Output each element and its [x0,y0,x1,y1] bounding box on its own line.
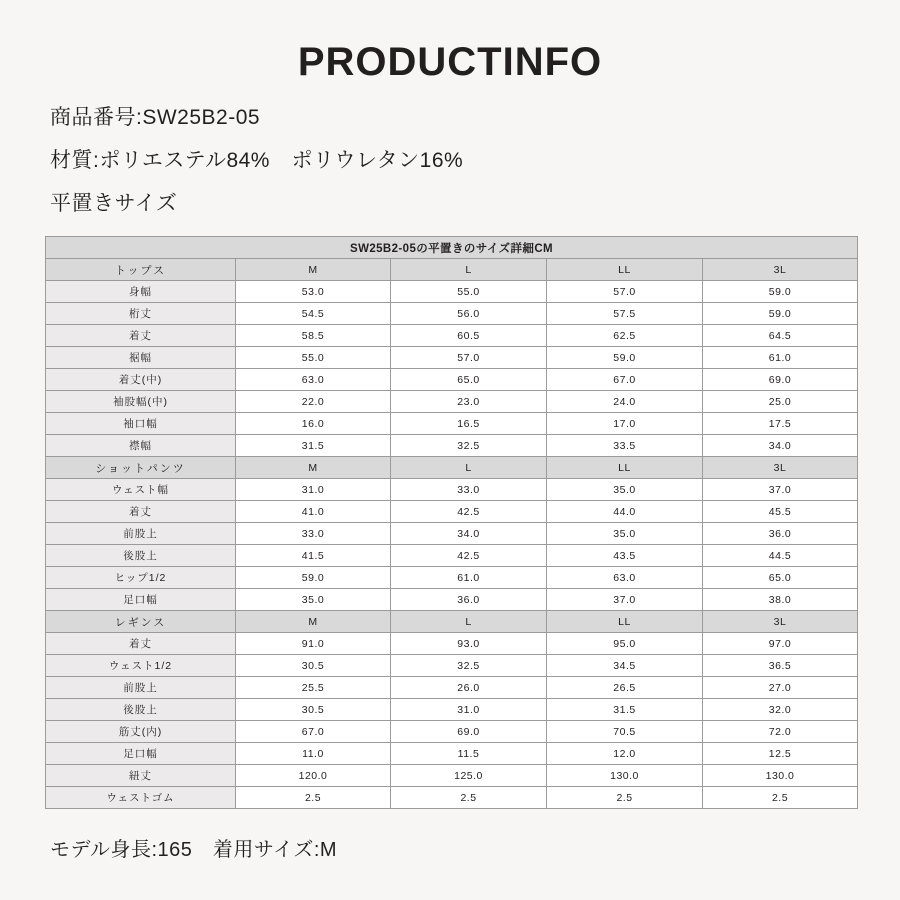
measure-label-cell: 袖股幅(中) [46,391,236,413]
table-row [46,787,858,809]
measure-label-cell: ウェスト幅 [46,479,236,501]
measure-value-cell: 59.0 [703,303,858,325]
table-row [46,765,858,787]
table-row [46,347,858,369]
measure-value-cell: 34.0 [703,435,858,457]
measure-label-cell: 足口幅 [46,743,236,765]
measure-value-cell: 25.0 [703,391,858,413]
size-header-cell: 3L [703,457,858,479]
page-title: PRODUCTINFO [297,40,603,84]
measure-value-cell: 37.0 [703,479,858,501]
measure-label-cell: 足口幅 [46,589,236,611]
table-row [46,699,858,721]
measure-value-cell: 31.5 [547,699,703,721]
flat-measure-line: 平置きサイズ [50,192,178,215]
measure-value-cell: 31.0 [391,699,547,721]
measure-label-cell: 後股上 [46,699,236,721]
measure-value-cell: 63.0 [547,567,703,589]
table-caption: SW25B2-05の平置きのサイズ詳細CM [46,237,858,259]
measure-label-cell: 前股上 [46,523,236,545]
measure-value-cell: 23.0 [391,391,547,413]
table-section-header [46,611,858,633]
measure-value-cell: 36.0 [391,589,547,611]
measure-label-cell: 着丈 [46,633,236,655]
measure-value-cell: 62.5 [547,325,703,347]
measure-label-cell: 紐丈 [46,765,236,787]
measure-value-cell: 61.0 [391,567,547,589]
measure-value-cell: 44.0 [547,501,703,523]
measure-value-cell: 31.0 [236,479,391,501]
measure-value-cell: 26.0 [391,677,547,699]
size-header-cell: LL [547,611,703,633]
measure-value-cell: 70.5 [547,721,703,743]
measure-value-cell: 24.0 [547,391,703,413]
measure-value-cell: 120.0 [236,765,391,787]
size-header-cell: L [391,259,547,281]
table-row [46,523,858,545]
measure-value-cell: 11.0 [236,743,391,765]
measure-value-cell: 53.0 [236,281,391,303]
measure-value-cell: 32.0 [703,699,858,721]
measure-value-cell: 34.5 [547,655,703,677]
measure-value-cell: 16.5 [391,413,547,435]
measure-value-cell: 65.0 [391,369,547,391]
measure-label-cell: ヒップ1/2 [46,567,236,589]
measure-value-cell: 2.5 [236,787,391,809]
table-row [46,303,858,325]
size-header-cell: M [236,259,391,281]
measure-value-cell: 41.5 [236,545,391,567]
measure-value-cell: 34.0 [391,523,547,545]
measure-value-cell: 30.5 [236,655,391,677]
measure-value-cell: 35.0 [547,523,703,545]
measure-value-cell: 69.0 [703,369,858,391]
measure-value-cell: 55.0 [236,347,391,369]
measure-value-cell: 45.5 [703,501,858,523]
measure-value-cell: 16.0 [236,413,391,435]
measure-value-cell: 33.5 [547,435,703,457]
measure-value-cell: 33.0 [236,523,391,545]
measure-value-cell: 56.0 [391,303,547,325]
measure-value-cell: 60.5 [391,325,547,347]
measure-value-cell: 55.0 [391,281,547,303]
measure-value-cell: 36.5 [703,655,858,677]
table-caption-row [46,237,858,259]
measure-value-cell: 11.5 [391,743,547,765]
table-row [46,567,858,589]
measure-value-cell: 32.5 [391,435,547,457]
measure-value-cell: 69.0 [391,721,547,743]
measure-value-cell: 32.5 [391,655,547,677]
section-title-cell: ショットパンツ [46,457,236,479]
table-row [46,413,858,435]
measure-value-cell: 67.0 [236,721,391,743]
measure-value-cell: 35.0 [547,479,703,501]
product-code-line: 商品番号:SW25B2-05 [50,106,261,129]
measure-label-cell: ウェストゴム [46,787,236,809]
measure-value-cell: 17.0 [547,413,703,435]
measure-value-cell: 30.5 [236,699,391,721]
table-section-header [46,457,858,479]
table-row [46,281,858,303]
measure-value-cell: 54.5 [236,303,391,325]
measure-value-cell: 65.0 [703,567,858,589]
measure-label-cell: 着丈 [46,325,236,347]
measure-value-cell: 59.0 [547,347,703,369]
model-note: モデル身長:165 着用サイズ:M [50,839,338,861]
size-header-cell: 3L [703,611,858,633]
measure-label-cell: 桁丈 [46,303,236,325]
measure-label-cell: 身幅 [46,281,236,303]
measure-label-cell: 着丈 [46,501,236,523]
measure-value-cell: 57.5 [547,303,703,325]
measure-value-cell: 41.0 [236,501,391,523]
size-header-cell: L [391,457,547,479]
table-row [46,743,858,765]
table-row [46,633,858,655]
measure-value-cell: 93.0 [391,633,547,655]
measure-value-cell: 17.5 [703,413,858,435]
measure-value-cell: 64.5 [703,325,858,347]
table-row [46,479,858,501]
measure-label-cell: 前股上 [46,677,236,699]
measure-value-cell: 42.5 [391,501,547,523]
size-header-cell: L [391,611,547,633]
section-title-cell: レギンス [46,611,236,633]
measure-value-cell: 31.5 [236,435,391,457]
table-row [46,545,858,567]
section-title-cell: トップス [46,259,236,281]
size-header-cell: M [236,611,391,633]
measure-value-cell: 125.0 [391,765,547,787]
size-header-cell: LL [547,259,703,281]
measure-value-cell: 91.0 [236,633,391,655]
table-row [46,655,858,677]
measure-value-cell: 59.0 [236,567,391,589]
size-detail-table [45,236,858,809]
measure-value-cell: 130.0 [547,765,703,787]
size-header-cell: LL [547,457,703,479]
table-row [46,589,858,611]
table-row [46,369,858,391]
measure-label-cell: 着丈(中) [46,369,236,391]
measure-value-cell: 57.0 [391,347,547,369]
table-row [46,677,858,699]
size-header-cell: M [236,457,391,479]
measure-value-cell: 42.5 [391,545,547,567]
table-row [46,435,858,457]
measure-value-cell: 12.0 [547,743,703,765]
measure-value-cell: 33.0 [391,479,547,501]
measure-value-cell: 72.0 [703,721,858,743]
measure-value-cell: 26.5 [547,677,703,699]
measure-value-cell: 61.0 [703,347,858,369]
measure-value-cell: 67.0 [547,369,703,391]
table-row [46,501,858,523]
measure-value-cell: 38.0 [703,589,858,611]
measure-value-cell: 22.0 [236,391,391,413]
measure-value-cell: 27.0 [703,677,858,699]
measure-value-cell: 43.5 [547,545,703,567]
measure-value-cell: 58.5 [236,325,391,347]
table-row [46,721,858,743]
table-row [46,391,858,413]
measure-label-cell: ウェスト1/2 [46,655,236,677]
size-header-cell: 3L [703,259,858,281]
measure-value-cell: 59.0 [703,281,858,303]
measure-value-cell: 130.0 [703,765,858,787]
measure-value-cell: 37.0 [547,589,703,611]
measure-value-cell: 63.0 [236,369,391,391]
measure-label-cell: 後股上 [46,545,236,567]
measure-value-cell: 2.5 [391,787,547,809]
measure-value-cell: 97.0 [703,633,858,655]
table-row [46,325,858,347]
measure-value-cell: 12.5 [703,743,858,765]
table-section-header [46,259,858,281]
measure-value-cell: 25.5 [236,677,391,699]
measure-value-cell: 2.5 [703,787,858,809]
material-line: 材質:ポリエステル84% ポリウレタン16% [50,149,464,172]
measure-label-cell: 裾幅 [46,347,236,369]
measure-value-cell: 44.5 [703,545,858,567]
measure-label-cell: 襟幅 [46,435,236,457]
measure-value-cell: 35.0 [236,589,391,611]
measure-value-cell: 36.0 [703,523,858,545]
measure-value-cell: 57.0 [547,281,703,303]
measure-value-cell: 2.5 [547,787,703,809]
measure-label-cell: 筋丈(内) [46,721,236,743]
measure-value-cell: 95.0 [547,633,703,655]
product-info-lines [50,107,856,214]
measure-label-cell: 袖口幅 [46,413,236,435]
